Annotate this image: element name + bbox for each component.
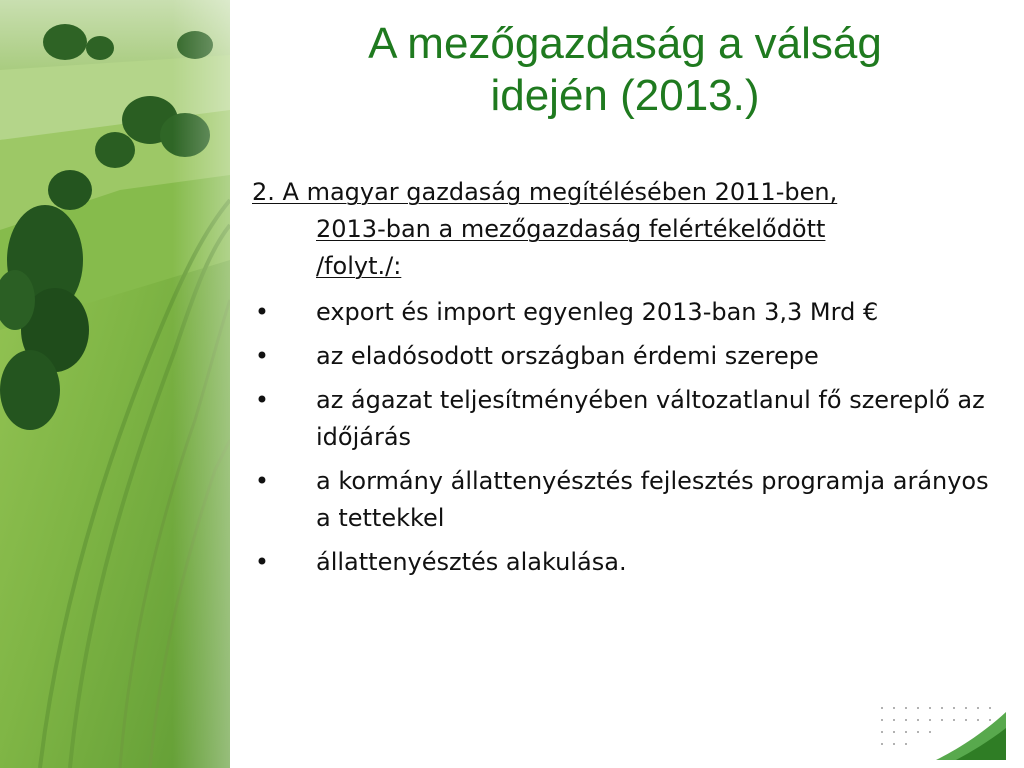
list-item: [252, 544, 992, 581]
list-item: [252, 382, 992, 456]
section-heading-line-1: 2. A magyar gazdaság megítélésében 2011-ben,: [252, 178, 838, 206]
list-item: [252, 294, 992, 331]
list-item: [252, 338, 992, 375]
bullet-icon: •: [254, 467, 270, 495]
field-photo: [0, 0, 230, 768]
bullet-list: [252, 294, 992, 581]
field-illustration: [0, 0, 230, 768]
list-item-text: az eladósodott országban érdemi szerepe: [316, 342, 819, 370]
slide-body: [252, 174, 992, 588]
list-item-text: a kormány állattenyésztés fejlesztés programja arányos a tettekkel: [316, 467, 989, 532]
bullet-icon: •: [254, 342, 270, 370]
section-heading-line-2: 2013-ban a mezőgazdaság felértékelődött: [316, 215, 826, 243]
list-item-text: állattenyésztés alakulása.: [316, 548, 627, 576]
list-item: [252, 463, 992, 537]
bullet-icon: •: [254, 548, 270, 576]
section-heading-line-3: /folyt./:: [316, 252, 402, 280]
bullet-icon: •: [254, 298, 270, 326]
section-heading: [252, 174, 992, 285]
corner-decoration-icon: [876, 700, 1006, 760]
list-item-text: export és import egyenleg 2013-ban 3,3 Mrd €: [316, 298, 879, 326]
bullet-icon: •: [254, 386, 270, 414]
slide-title: [250, 18, 1000, 122]
list-item-text: az ágazat teljesítményében változatlanul fő szereplő az időjárás: [316, 386, 985, 451]
slide-title-line-1: A mezőgazdaság a válság: [368, 19, 882, 68]
slide-title-line-2: idején (2013.): [490, 71, 760, 120]
